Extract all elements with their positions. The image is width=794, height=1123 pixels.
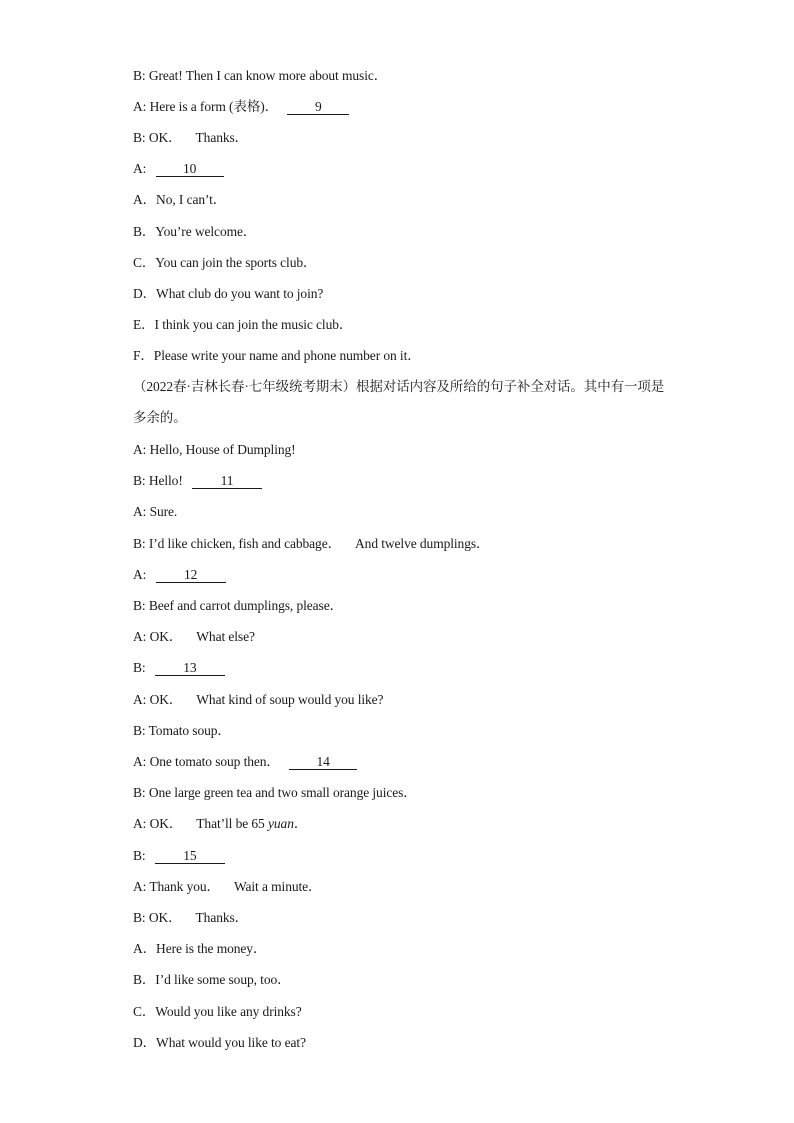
- option-item: [133, 347, 421, 365]
- option-text: B．You’re welcome．: [133, 224, 257, 239]
- option-text: A．No, I can’t．: [133, 192, 227, 207]
- line-text: A: Thank you．: [133, 879, 220, 894]
- line-text: A: Here is a form (表格)．: [133, 99, 279, 114]
- instructions-text: （2022春·吉林长春·七年级统考期末）根据对话内容及所给的句子补全对话。其中有一项是多余的。: [133, 379, 665, 425]
- line-text: Wait a minute．: [233, 879, 322, 894]
- line-text: B: Great! Then I can know more about music．: [133, 68, 388, 83]
- line-text: That’ll be 65: [196, 816, 265, 831]
- line-text: B: OK．: [133, 130, 182, 145]
- dialogue-line: [133, 597, 343, 615]
- dialogue-line: [133, 909, 248, 927]
- line-text: A: Sure.: [133, 504, 178, 519]
- line-text: What else?: [196, 629, 255, 644]
- answer-blank-13[interactable]: 13: [155, 661, 225, 676]
- answer-blank-12[interactable]: 12: [156, 568, 226, 583]
- currency-word: yuan: [268, 816, 294, 831]
- option-item: [133, 285, 323, 303]
- line-text: B: Tomato soup．: [133, 723, 231, 738]
- option-item: [133, 316, 352, 334]
- dialogue-line-with-blank: [133, 98, 349, 116]
- line-text: And twelve dumplings．: [355, 536, 490, 551]
- option-text: B．I’d like some soup, too．: [133, 972, 291, 987]
- dialogue-line: [133, 722, 231, 740]
- dialogue-line-with-blank: [133, 566, 226, 584]
- section-instructions: [133, 371, 673, 433]
- dialogue-line: [133, 691, 383, 709]
- dialogue-line: [133, 628, 255, 646]
- option-item: [133, 223, 256, 241]
- answer-blank-9[interactable]: 9: [287, 100, 349, 115]
- line-text: B: One large green tea and two small orange juices．: [133, 785, 417, 800]
- option-text: F．Please write your name and phone number on it．: [133, 348, 421, 363]
- dialogue-line: [133, 67, 387, 85]
- option-item: [133, 940, 266, 958]
- option-text: C．Would you like any drinks?: [133, 1004, 302, 1019]
- option-text: D．What club do you want to join?: [133, 286, 324, 301]
- option-text: D．What would you like to eat?: [133, 1035, 306, 1050]
- option-item: [133, 191, 226, 209]
- line-text: B: I’d like chicken, fish and cabbage．: [133, 536, 342, 551]
- dialogue-line: [133, 878, 321, 896]
- option-text: E．I think you can join the music club．: [133, 317, 353, 332]
- answer-blank-11[interactable]: 11: [192, 474, 262, 489]
- dialogue-line-with-blank: [133, 659, 225, 677]
- line-text: Thanks．: [195, 910, 249, 925]
- line-text: B:: [133, 848, 146, 863]
- option-item: [133, 1003, 302, 1021]
- dialogue-line: [133, 535, 489, 553]
- dialogue-line: [133, 815, 307, 833]
- answer-blank-10[interactable]: 10: [156, 162, 224, 177]
- dialogue-line-with-blank: [133, 160, 224, 178]
- line-text: Thanks．: [195, 130, 249, 145]
- line-text: B: Hello!: [133, 473, 183, 488]
- answer-blank-15[interactable]: 15: [155, 849, 225, 864]
- line-text: A: OK．: [133, 692, 183, 707]
- line-text: A: Hello, House of Dumpling!: [133, 442, 296, 457]
- line-text: A:: [133, 567, 147, 582]
- line-text: B: OK．: [133, 910, 182, 925]
- line-text: A: One tomato soup then．: [133, 754, 280, 769]
- dialogue-line: [133, 784, 417, 802]
- dialogue-line-with-blank: [133, 847, 225, 865]
- option-text: A．Here is the money．: [133, 941, 267, 956]
- line-text: A:: [133, 161, 147, 176]
- option-item: [133, 1034, 306, 1052]
- option-item: [133, 971, 291, 989]
- dialogue-line: [133, 441, 296, 459]
- line-text: ．: [293, 816, 308, 831]
- dialogue-line-with-blank: [133, 472, 262, 490]
- line-text: A: OK．: [133, 629, 183, 644]
- dialogue-line: [133, 129, 248, 147]
- dialogue-line-with-blank: [133, 753, 357, 771]
- line-text: B:: [133, 660, 146, 675]
- line-text: B: Beef and carrot dumplings, please．: [133, 598, 343, 613]
- option-item: [133, 254, 316, 272]
- option-text: C．You can join the sports club．: [133, 255, 317, 270]
- dialogue-line: [133, 503, 177, 521]
- line-text: What kind of soup would you like?: [196, 692, 384, 707]
- answer-blank-14[interactable]: 14: [289, 755, 357, 770]
- line-text: A: OK．: [133, 816, 183, 831]
